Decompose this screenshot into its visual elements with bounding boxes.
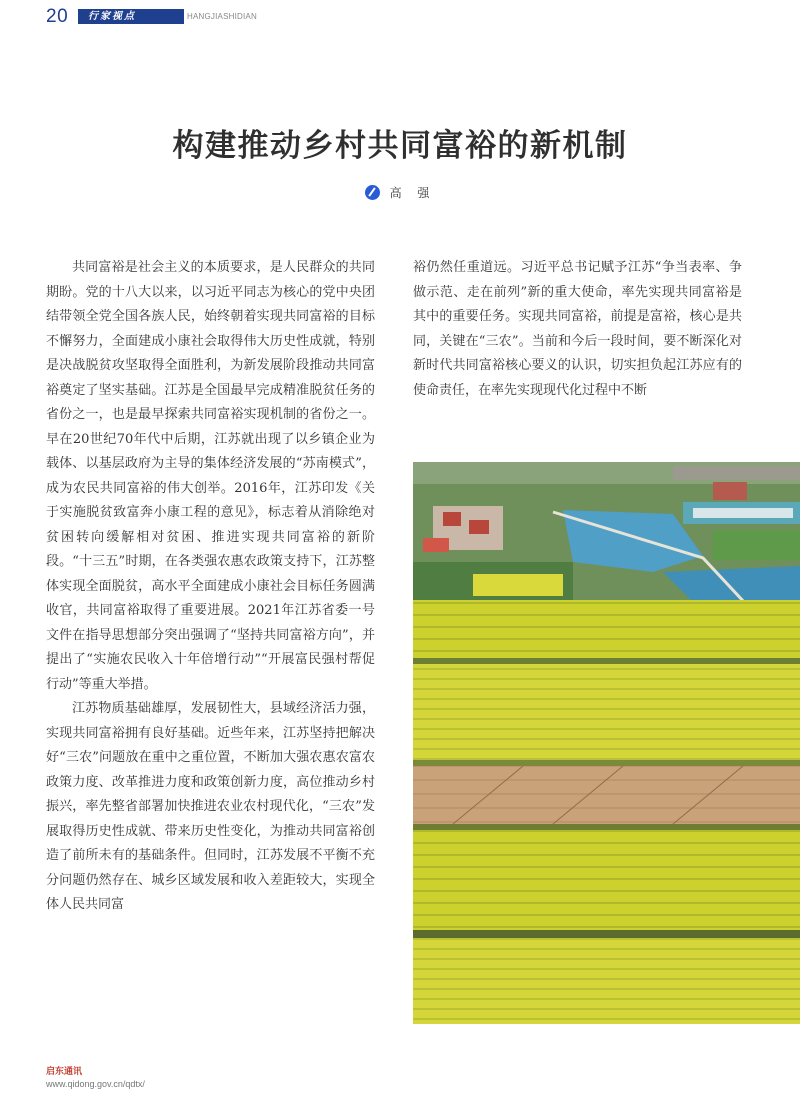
- section-pinyin: HANGJIASHIDIAN: [187, 12, 257, 21]
- footer-url[interactable]: www.qidong.gov.cn/qdtx/: [46, 1079, 145, 1089]
- byline: [0, 184, 800, 202]
- article-title: 构建推动乡村共同富裕的新机制: [172, 128, 628, 164]
- page-header: [46, 6, 346, 30]
- aerial-farmland-photo: [413, 462, 800, 1024]
- page-number: 20: [46, 6, 69, 27]
- pen-icon: [365, 185, 380, 200]
- section-tag: 行家视点: [78, 9, 184, 24]
- footer-brand: 启东通讯: [46, 1067, 83, 1077]
- paragraph: 江苏物质基础雄厚，发展韧性大，县域经济活力强，实现共同富裕拥有良好基础。近些年来，江苏坚持把解决好“三农”问题放在重中之重位置，不断加大强农惠农富农政策力度、改革推进力度和政策创新力度，高位推动乡村振兴，率先整省部署加快推进农业农村现代化，“三农”发展取得历史性成就、带来历史性变化，为推动共同富裕创造了前所未有的基础条件。但同时，江苏发展不平衡不充分问题仍然存在、城乡区域发展和收入差距较大，实现全体人民共同富: [46, 701, 375, 912]
- paragraph: 共同富裕是社会主义的本质要求，是人民群众的共同期盼。党的十八大以来，以习近平同志为核心的党中央团结带领全党全国各族人民，始终朝着实现共同富裕的目标不懈努力，全面建成小康社会取得伟大历史性成就，特别是决战脱贫攻坚取得全面胜利，为新发展阶段推动共同富裕奠定了坚实基础。江苏是全国最早完成精准脱贫任务的省份之一，也是最早探索共同富裕实现机制的省份之一。早在20世纪70年代中后期，江苏就出现了以乡镇企业为载体、以基层政府为主导的集体经济发展的“苏南模式”，成为农民共同富裕的伟大创举。2016年，江苏印发《关于实施脱贫致富奔小康工程的意见》，标志着从消除绝对贫困转向缓解相对贫困、推进实现共同富裕的新阶段。“十三五”时期，在各类强农惠农政策支持下，江苏整体实现全面脱贫，高水平全面建成小康社会目标任务圆满收官，共同富裕取得了重要进展。2021年江苏省委一号文件在指导思想部分突出强调了“坚持共同富裕方向”，并提出了“实施农民收入十年倍增行动”“开展富民强村帮促行动”等重大举措。: [46, 260, 375, 692]
- author-name: 高 强: [389, 186, 436, 200]
- paragraph-continued: 裕仍然任重道远。习近平总书记赋予江苏“争当表率、争做示范、走在前列”新的重大使命，率先实现共同富裕是其中的重要任务。实现共同富裕，前提是富裕，核心是共同，关键在“三农”。当前和今后一段时间，要不断深化对新时代共同富裕核心要义的认识，切实担负起江苏应有的使命责任，在率先实现现代化过程中不断: [413, 260, 742, 398]
- left-column: [46, 256, 375, 918]
- farmland-illustration: [413, 462, 800, 1024]
- right-column: [413, 256, 742, 403]
- page-footer: [46, 1066, 145, 1090]
